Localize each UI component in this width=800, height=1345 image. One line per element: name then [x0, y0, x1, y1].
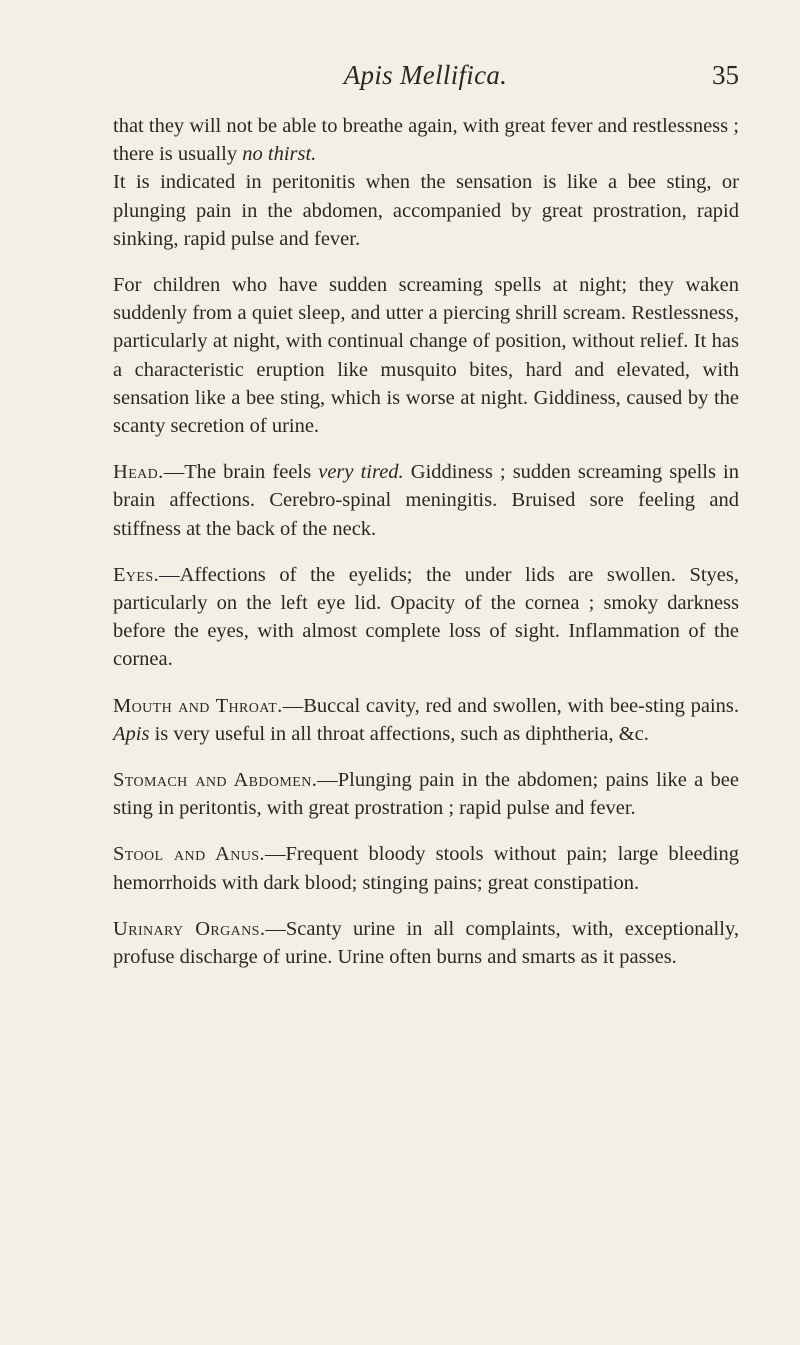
text-run: that they will not be able to breathe again, with great fever and restlessness ; there is usually [113, 115, 739, 166]
text-run: —Frequent bloody stools without pain; large bleeding hemorrhoids with dark blood; stinging pains; great constipation. [113, 843, 740, 894]
italic-text: no thirst. [242, 143, 317, 166]
paragraph [113, 271, 739, 440]
paragraph [113, 692, 739, 748]
text-run: —Affections of the eyelids; the under lids are swollen. Styes, particularly on the left eye lid. Opacity of the cornea ; smoky darkness before the eyes, with almost complete loss of sight. Inflammation of the cornea. [113, 563, 739, 671]
text-run: —The brain feels [163, 461, 319, 484]
paragraph [113, 840, 739, 896]
running-title: Apis Mellifica. [343, 60, 508, 90]
text-run: —Buccal cavity, red and swollen, with bee-sting pains. [282, 694, 739, 717]
text-run: Giddiness ; sudden screaming spells in brain affections. Cerebro-spinal meningitis. Bruised sore feeling and stiffness at the back of the neck. [113, 461, 739, 540]
italic-text: Apis [113, 722, 150, 745]
section-heading: Mouth and Throat. [113, 694, 283, 717]
paragraph [113, 766, 739, 822]
text-run: is very useful in all throat affections, such as diphtheria, &c. [149, 722, 649, 745]
section-heading: Eyes. [113, 563, 160, 586]
paragraph [113, 458, 739, 543]
text-run: —Scanty urine in all complaints, with, exceptionally, profuse discharge of urine. Urine often burns and smarts as it passes. [113, 917, 739, 969]
text-run: It is indicated in peritonitis when the sensation is like a bee sting, or plunging pain in the abdomen, accompanied by great prostration, rapid sinking, rapid pulse and fever. [113, 171, 739, 250]
text-run: For children who have sudden screaming spells at night; they waken suddenly from a quiet sleep, and utter a piercing shrill scream. Restlessness, particularly at night, with continual change of position, without relief. It has a characteristic eruption like musquito bites, hard and elevated, with sensation like a bee sting, which is worse at night. Giddiness, caused by the scanty secretion of urine. [113, 274, 739, 438]
section-heading: Head. [113, 461, 164, 484]
italic-text: very tired. [318, 461, 404, 484]
paragraph [113, 168, 739, 253]
paragraph [113, 112, 739, 168]
section-heading: Stool and Anus. [113, 843, 265, 866]
text-run: —Plunging pain in the abdomen; pains like a bee sting in peritontis, with great prostration ; rapid pulse and fever. [113, 769, 739, 820]
page-number: 35 [712, 60, 739, 90]
paragraph [113, 915, 739, 971]
body-text [113, 112, 739, 971]
running-head [112, 58, 739, 98]
section-heading: Urinary Organs. [113, 917, 266, 940]
section-heading: Stomach and Abdomen. [113, 769, 318, 792]
paragraph [113, 561, 739, 674]
